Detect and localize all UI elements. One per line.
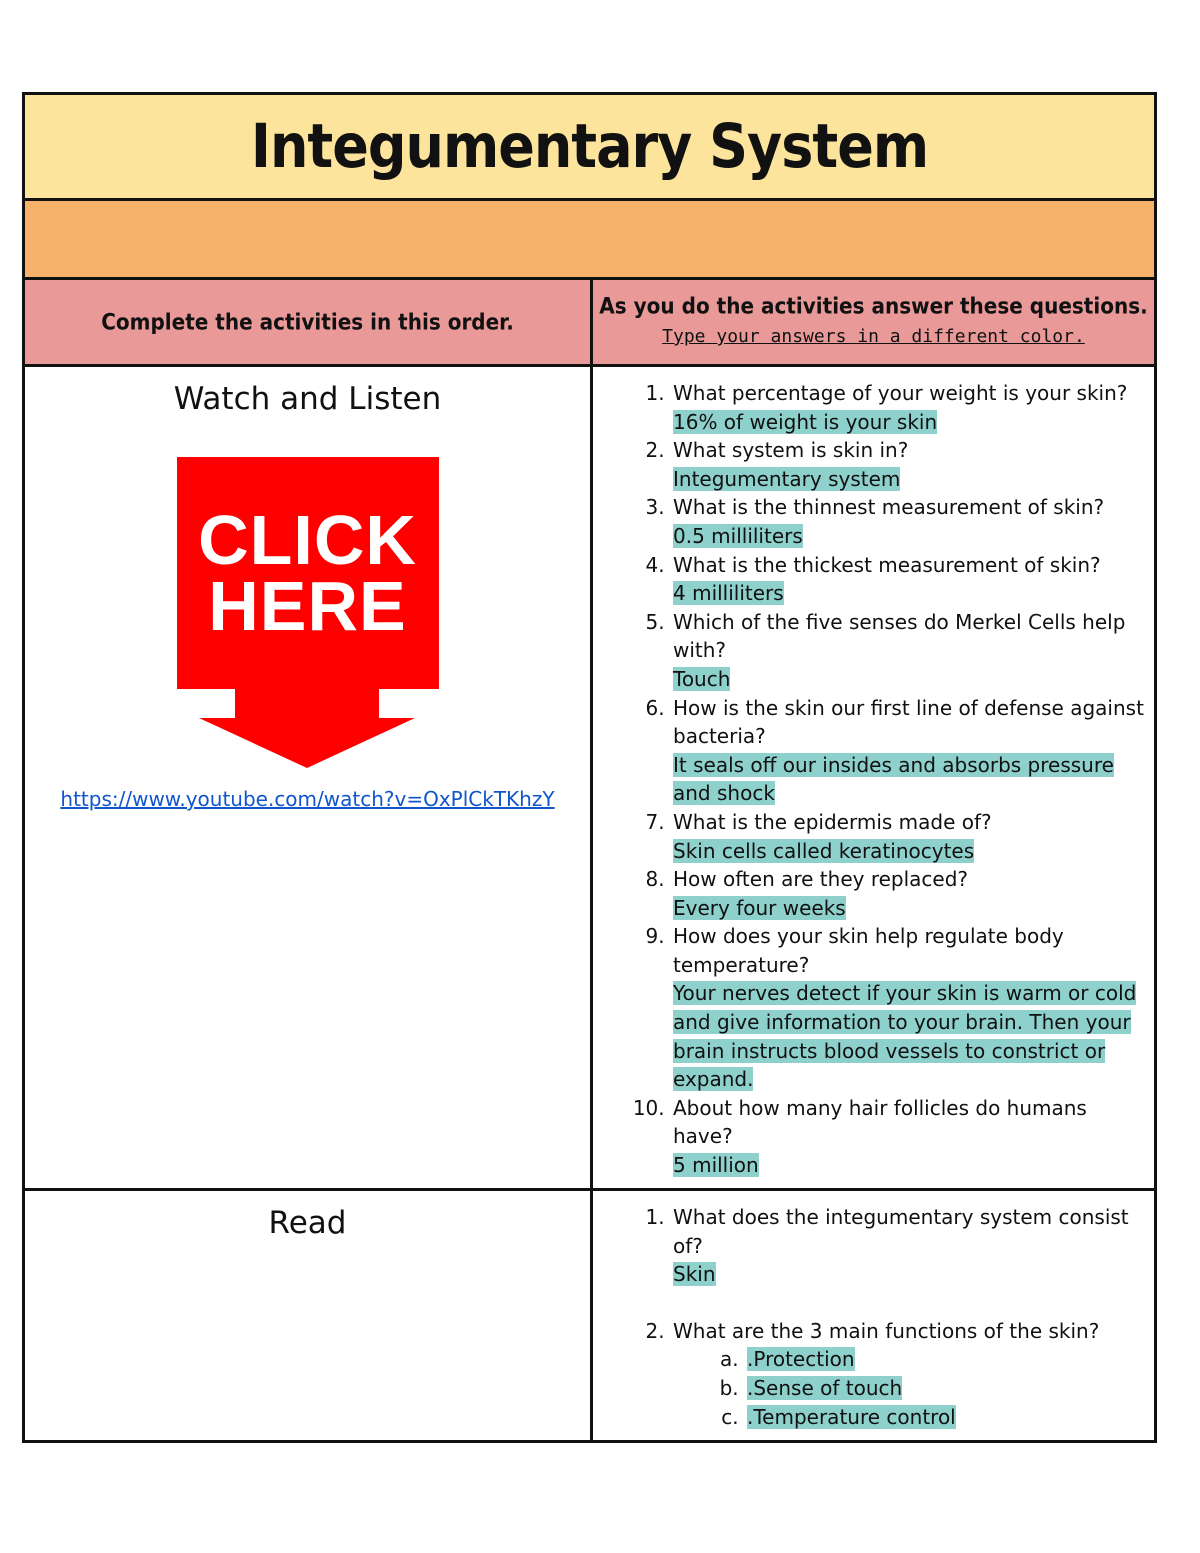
read-row xyxy=(25,1191,1154,1440)
watch-title: Watch and Listen xyxy=(173,381,442,417)
list-item xyxy=(745,1374,1144,1403)
worksheet-table xyxy=(22,92,1157,1443)
watch-row xyxy=(25,367,1154,1191)
list-item: 10. About how many hair follicles do humans have? 5 million xyxy=(671,1094,1144,1180)
answer-text[interactable]: .Temperature control xyxy=(747,1404,956,1429)
watch-right-cell xyxy=(593,367,1154,1188)
answer-text[interactable]: .Sense of touch xyxy=(747,1375,903,1400)
list-item: 7. What is the epidermis made of? Skin cells called keratinocytes xyxy=(671,808,1144,865)
answer-text[interactable]: It seals off our insides and absorbs pressure and shock xyxy=(673,752,1114,806)
blank-band xyxy=(25,201,1154,280)
answer-text[interactable]: .Protection xyxy=(747,1347,855,1372)
answer-text[interactable]: Skin cells called keratinocytes xyxy=(673,838,975,863)
header-left-cell xyxy=(25,280,593,364)
arrow-head-icon[interactable] xyxy=(199,718,415,768)
header-left-text: Complete the activities in this order. xyxy=(101,308,514,336)
list-item: 4. What is the thickest measurement of skin? 4 milliliters xyxy=(671,551,1144,608)
header-row xyxy=(25,280,1154,367)
answer-text[interactable]: 4 milliliters xyxy=(673,581,784,606)
header-right-cell xyxy=(593,280,1154,364)
click-here-box[interactable] xyxy=(177,457,439,689)
list-item: 1. What does the integumentary system consist of? Skin xyxy=(671,1203,1144,1317)
read-right-cell xyxy=(593,1191,1154,1440)
answer-text[interactable]: Integumentary system xyxy=(673,466,901,491)
arrow-down-icon[interactable] xyxy=(235,687,379,719)
read-question-list xyxy=(593,1191,1154,1437)
list-item: 2. What system is skin in? Integumentary system xyxy=(671,436,1144,493)
answer-text[interactable]: Skin xyxy=(673,1262,716,1287)
watch-left-cell xyxy=(25,367,593,1188)
list-item: 6. How is the skin our first line of defense against bacteria? It seals off our insides and absorbs pressure and shock xyxy=(671,694,1144,808)
list-item: 3. What is the thinnest measurement of skin? 0.5 milliliters xyxy=(671,493,1144,550)
header-right-text: As you do the activities answer these questions. xyxy=(599,292,1148,320)
video-link[interactable]: https://www.youtube.com/watch?v=OxPlCkTKhzY xyxy=(60,787,555,811)
list-item xyxy=(745,1345,1144,1374)
header-right-subtext: Type your answers in a different color. xyxy=(662,326,1085,347)
page-title: Integumentary System xyxy=(250,111,929,182)
answer-text[interactable]: 0.5 milliliters xyxy=(673,523,803,548)
functions-list xyxy=(673,1345,1144,1431)
list-item: 8. How often are they replaced? Every four weeks xyxy=(671,865,1144,922)
click-text: CLICK xyxy=(198,501,417,579)
list-item xyxy=(745,1403,1144,1432)
answer-text[interactable]: 5 million xyxy=(673,1153,759,1178)
answer-text[interactable]: Your nerves detect if your skin is warm or cold and give information to your brain. Then your brain instructs blood vessels to constrict or expand. xyxy=(673,981,1137,1092)
read-title: Read xyxy=(268,1205,347,1241)
watch-question-list xyxy=(593,367,1154,1186)
click-here-button[interactable] xyxy=(173,457,443,777)
list-item: 9. How does your skin help regulate body temperature? Your nerves detect if your skin is warm or cold and give information to your brain. Then your brain instructs blood vessels to constrict or expand. xyxy=(671,922,1144,1094)
answer-text[interactable]: Touch xyxy=(673,666,731,691)
list-item: 5. Which of the five senses do Merkel Cells help with? Touch xyxy=(671,608,1144,694)
answer-text[interactable]: 16% of weight is your skin xyxy=(673,409,938,434)
here-text: HERE xyxy=(208,567,407,645)
answer-text[interactable]: Every four weeks xyxy=(673,895,846,920)
read-left-cell xyxy=(25,1191,593,1440)
title-row xyxy=(25,95,1154,201)
list-item: 1. What percentage of your weight is your skin? 16% of weight is your skin xyxy=(671,379,1144,436)
list-item: 2. What are the 3 main functions of the skin? a. .Protection b. .Sense of touch c. .Temperature control xyxy=(671,1317,1144,1431)
